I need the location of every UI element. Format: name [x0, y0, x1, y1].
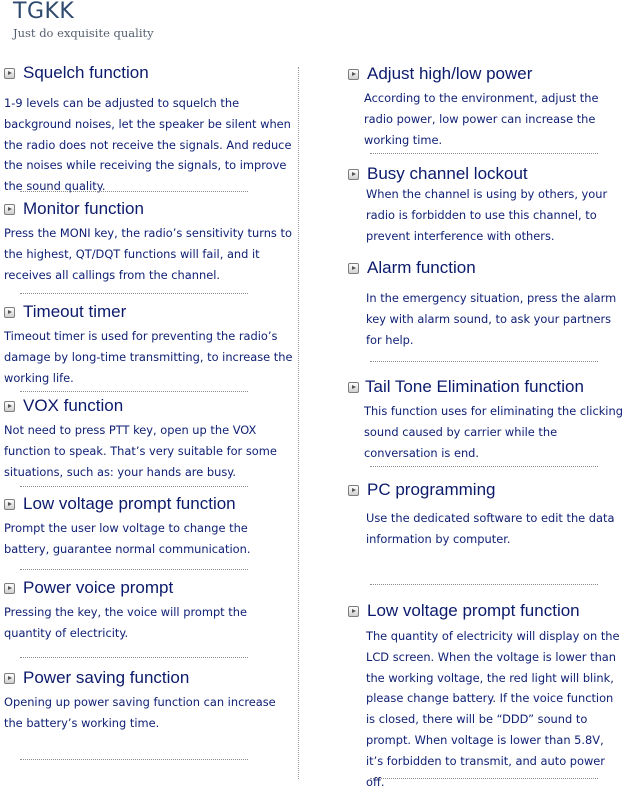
section-title: Low voltage prompt function: [367, 601, 580, 620]
section-tail-tone: [348, 376, 624, 463]
section-low-voltage-prompt-lcd: [348, 600, 624, 792]
play-bullet-icon: [348, 382, 359, 393]
brand-header: [13, 0, 154, 40]
section-separator: [20, 759, 248, 760]
section-title: PC programming: [367, 480, 496, 499]
section-separator: [20, 191, 248, 192]
section-alarm: [348, 257, 624, 350]
section-separator: [370, 153, 598, 154]
section-title: Power voice prompt: [23, 578, 174, 597]
play-bullet-icon: [348, 606, 359, 617]
section-title: Timeout timer: [23, 302, 127, 321]
play-bullet-icon: [4, 583, 15, 594]
play-bullet-icon: [348, 485, 359, 496]
section-squelch: [4, 62, 296, 197]
section-title: Squelch function: [23, 63, 149, 82]
play-bullet-icon: [4, 401, 15, 412]
section-body: Not need to press PTT key, open up the VOX function to speak. That’s very suitable for some situations, such as: your hands are busy.: [4, 423, 277, 479]
section-high-low-power: [348, 63, 624, 150]
section-body: Timeout timer is used for preventing the radio’s damage by long-time transmitting, to increase the working life.: [4, 329, 293, 385]
section-power-saving: [4, 667, 296, 734]
section-separator: [370, 584, 598, 585]
section-separator: [20, 391, 248, 392]
section-body: 1-9 levels can be adjusted to squelch the background noises, let the speaker be silent when the radio does not receive the signals. And reduce the noises while receiving the signals, to improve the sound quality.: [4, 96, 292, 194]
section-body: Press the MONI key, the radio’s sensitivity turns to the highest, QT/DQT functions will fail, and it receives all callings from the channel.: [4, 226, 292, 282]
play-bullet-icon: [4, 499, 15, 510]
section-power-voice-prompt: [4, 577, 296, 644]
play-bullet-icon: [348, 69, 359, 80]
section-vox: [4, 395, 296, 482]
section-separator: [20, 486, 248, 487]
section-body: The quantity of electricity will display on the LCD screen. When the voltage is lower than the working voltage, the red light will blink, please change battery. If the voice function is closed, there will be “DDD” sound to prompt. When voltage is lower than 5.8V, it’s forbidden to transmit, and auto power off.: [366, 629, 620, 789]
section-separator: [20, 569, 248, 570]
play-bullet-icon: [4, 307, 15, 318]
section-monitor: [4, 198, 296, 285]
section-body: Opening up power saving function can increase the battery’s working time.: [4, 695, 276, 730]
brand-name: TGKK: [13, 0, 75, 24]
section-separator: [20, 657, 248, 658]
section-title: Low voltage prompt function: [23, 494, 236, 513]
brand-tagline: Just do exquisite quality: [13, 26, 154, 40]
play-bullet-icon: [348, 169, 359, 180]
section-title: Power saving function: [23, 668, 190, 687]
section-pc-programming: [348, 479, 624, 550]
section-body: According to the environment, adjust the radio power, low power can increase the working time.: [364, 91, 599, 147]
section-separator: [370, 361, 598, 362]
section-separator: [370, 778, 598, 779]
column-divider: [298, 67, 299, 779]
section-timeout-timer: [4, 301, 296, 388]
play-bullet-icon: [4, 68, 15, 79]
section-title: VOX function: [23, 396, 124, 415]
play-bullet-icon: [4, 204, 15, 215]
section-body: In the emergency situation, press the alarm key with alarm sound, to ask your partners for help.: [366, 291, 617, 347]
section-body: This function uses for eliminating the clicking sound caused by carrier while the conversation is end.: [364, 404, 623, 460]
section-title: Busy channel lockout: [367, 164, 528, 183]
section-title: Alarm function: [367, 258, 476, 277]
play-bullet-icon: [348, 263, 359, 274]
section-separator: [20, 293, 248, 294]
section-title: Tail Tone Elimination function: [365, 377, 584, 396]
section-body: Pressing the key, the voice will prompt the quantity of electricity.: [4, 605, 247, 640]
section-body: Prompt the user low voltage to change the battery, guarantee normal communication.: [4, 521, 251, 556]
section-body: When the channel is using by others, your radio is forbidden to use this channel, to prevent interference with others.: [366, 187, 608, 243]
section-body: Use the dedicated software to edit the data information by computer.: [366, 511, 615, 546]
section-separator: [370, 466, 598, 467]
section-title: Adjust high/low power: [367, 64, 533, 83]
section-title: Monitor function: [23, 199, 144, 218]
section-busy-channel: [348, 163, 624, 246]
section-low-voltage-prompt: [4, 493, 296, 560]
play-bullet-icon: [4, 673, 15, 684]
